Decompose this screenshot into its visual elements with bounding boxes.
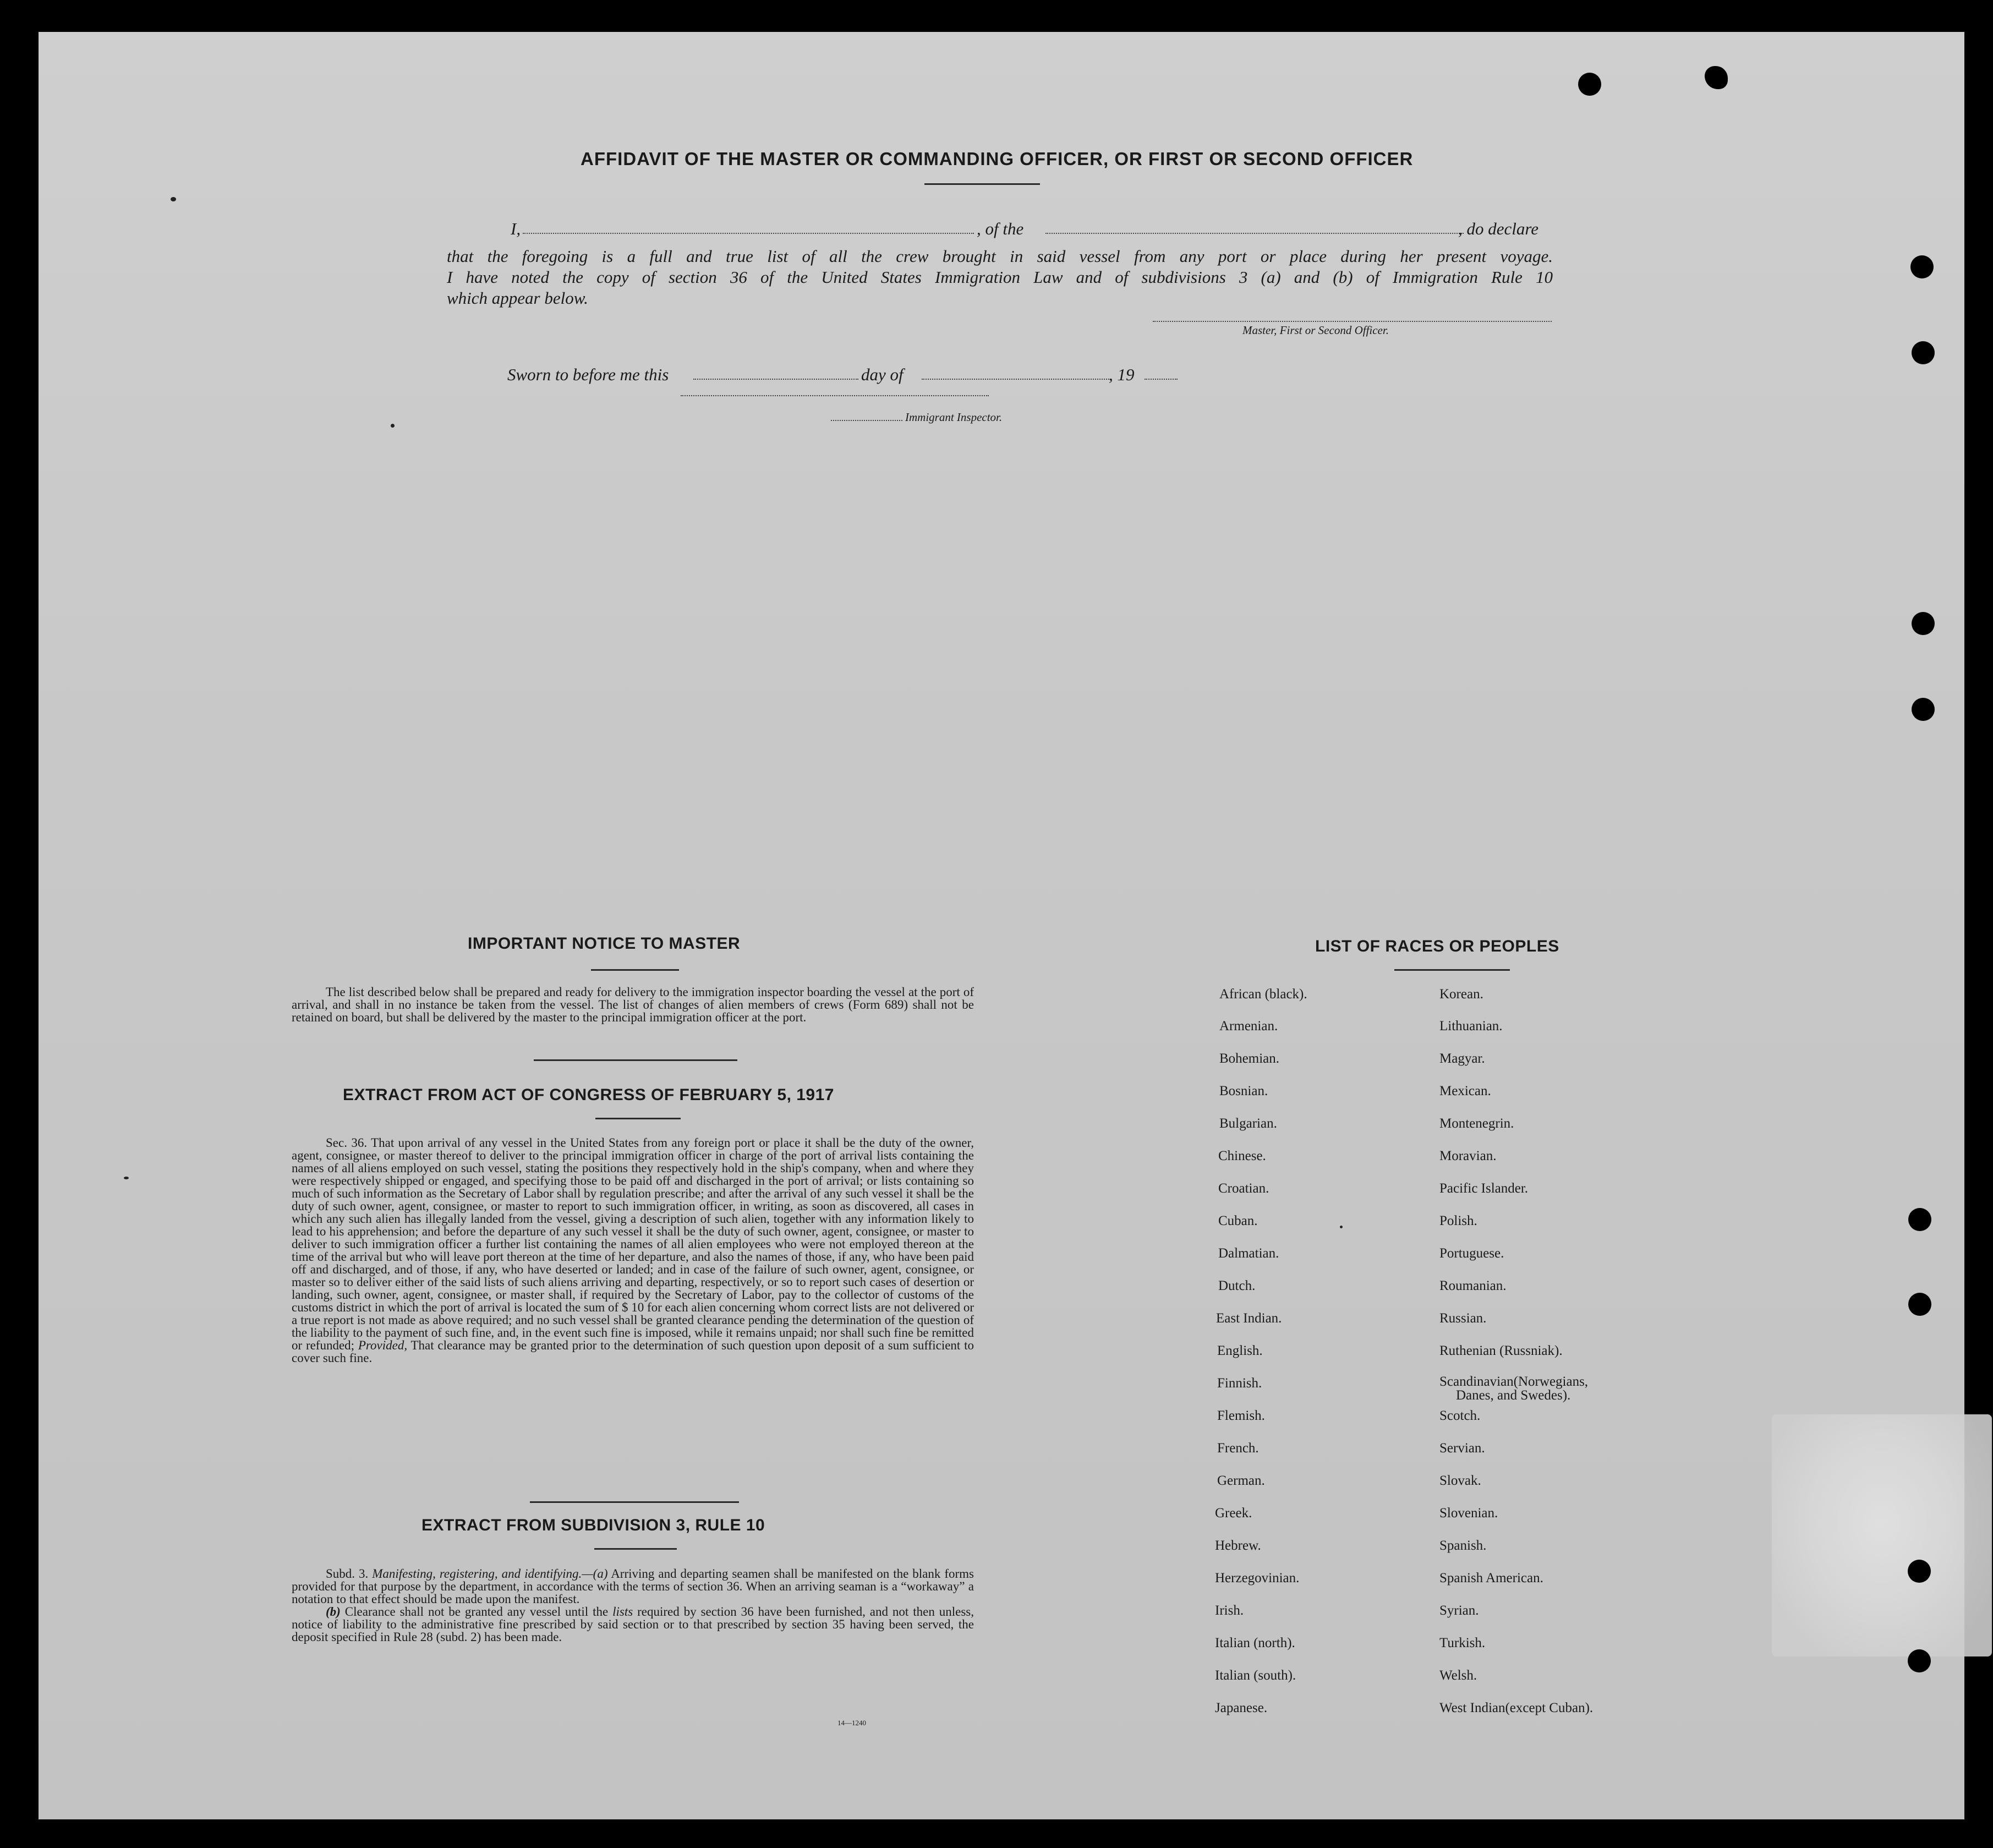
year-prefix: , 19 — [1109, 365, 1135, 384]
day-of-text: day of — [861, 365, 904, 384]
affidavit-line-4: which appear below. — [447, 288, 588, 308]
sworn-text: Sworn to before me this — [507, 365, 669, 384]
notice-rule — [591, 969, 679, 971]
punch-hole — [1910, 255, 1934, 278]
rule-rule — [594, 1548, 677, 1550]
punch-hole — [1912, 698, 1935, 721]
rule-b-text-1: Clearance shall not be granted any vessel until the — [344, 1605, 609, 1619]
race-item: Syrian. — [1439, 1603, 1479, 1618]
race-item: Irish. — [1215, 1603, 1244, 1618]
affidavit-i: I, — [511, 219, 521, 238]
race-item: Welsh. — [1439, 1668, 1477, 1683]
punch-hole — [1908, 1208, 1931, 1231]
race-item: Italian (north). — [1215, 1636, 1295, 1650]
race-item: Bosnian. — [1219, 1084, 1268, 1098]
punch-hole — [1908, 1293, 1931, 1316]
race-item: Croatian. — [1218, 1181, 1269, 1196]
race-item: Armenian. — [1219, 1019, 1278, 1034]
race-item: West Indian(except Cuban). — [1439, 1701, 1594, 1715]
master-signature-line[interactable] — [1153, 321, 1552, 322]
race-item: Mexican. — [1439, 1084, 1491, 1098]
inspector-signature-line[interactable] — [681, 395, 989, 396]
race-item: Ruthenian (Russniak). — [1439, 1343, 1563, 1358]
race-item: Cuban. — [1218, 1213, 1258, 1228]
race-item: Bulgarian. — [1219, 1116, 1277, 1131]
act-section-text: That upon arrival of any vessel in the United States from any foreign port or place it shall be the duty of the owner, agent, consignee, or master thereof to deliver to the principal immigration officer in charge of the port of arrival lists containing the names of all aliens employed on such vessel, stating the positions they respectively hold in the ship's company, when and where they were respectively shipped or engaged, and specifying those to be paid off and discharged in the port of arrival; or lists containing so much of such information as the Secretary of Labor shall by regulation prescribe; and after the arrival of any such vessel it shall be the duty of such owner, agent, consignee, or master to report to such immigration officer, in writing, as soon as discovered, all cases in which any such alien has illegally landed from the vessel, giving a description of such alien, together with any information likely to lead to his apprehension; and before the departure of any such vessel it shall be the duty of such owner, agent, consignee, or master to deliver to such immigration officer a further list containing the names of all alien employees who were not employed thereon at the time of the arrival but who will leave port thereon at the time of her departure, and also the names of those, if any, who have been paid off and discharged, and of those, if any, who have deserted or landed; and in case of the failure of such owner, agent, consignee, or master so to deliver either of the said lists of such aliens arriving and departing, respectively, or so to report such cases of desertion or landing, such owner, agent, consignee, or master shall, if required by the Secretary of Labor, pay to the collector of customs of the customs district in which the port of arrival is located the sum of $ 10 for each alien concerning whom correct lists are not delivered or a true report is not made as above required; and no such vessel shall be granted clearance pending the determination of the question of the liability to the payment of such fine, and, in the event such fine is imposed, while it remains unpaid; nor shall such fine be remitted or refunded; — [292, 1136, 974, 1352]
race-item: Magyar. — [1439, 1051, 1485, 1066]
race-item: Dutch. — [1218, 1278, 1256, 1293]
race-item: French. — [1217, 1441, 1259, 1456]
race-item: German. — [1217, 1473, 1265, 1488]
race-item: Chinese. — [1218, 1149, 1266, 1163]
act-body — [292, 1136, 974, 1364]
race-item: Scandinavian(Norwegians, — [1439, 1374, 1589, 1389]
race-item: Montenegrin. — [1439, 1116, 1514, 1131]
act-rule — [595, 1118, 681, 1119]
act-section-label: Sec. 36. — [326, 1136, 368, 1150]
form-number: 14—1240 — [837, 1719, 866, 1727]
rule-b-label: (b) — [326, 1605, 341, 1619]
affidavit-line-2: that the foregoing is a full and true list of all the crew brought in said vessel from any port or place during her present voyage. — [447, 247, 1553, 266]
vessel-blank[interactable] — [1045, 233, 1464, 234]
notice-body: The list described below shall be prepared and ready for delivery to the immigration inspector boarding the vessel at the port of arrival, and shall in no instance be taken from the vessel. The list of changes of alien members of crews (Form 689) shall not be retained on board, but shall be delivered by the master to the principal immigration officer at the port. — [292, 985, 974, 1024]
speck — [171, 197, 176, 201]
races-rule — [1394, 969, 1510, 971]
rule-subd-label: Subd. 3. — [326, 1567, 369, 1581]
notice-title: IMPORTANT NOTICE TO MASTER — [468, 934, 741, 953]
race-item: Italian (south). — [1215, 1668, 1296, 1683]
rule-b-lists: lists — [612, 1605, 633, 1619]
rule-subd-heading: Manifesting, registering, and identifying.—(a) — [372, 1567, 608, 1581]
notice-divider — [534, 1059, 737, 1061]
race-item: Finnish. — [1217, 1376, 1262, 1391]
rule-body — [292, 1567, 974, 1643]
punch-hole — [1912, 612, 1935, 635]
race-item: Roumanian. — [1439, 1278, 1507, 1293]
punch-hole — [1908, 1649, 1931, 1672]
document-page — [39, 32, 1964, 1819]
race-item: Servian. — [1439, 1441, 1485, 1456]
race-item: Slovak. — [1439, 1473, 1481, 1488]
act-divider — [530, 1501, 739, 1503]
punch-hole — [1912, 341, 1935, 364]
act-title: EXTRACT FROM ACT OF CONGRESS OF FEBRUARY 5, 1917 — [343, 1086, 834, 1104]
race-item: Turkish. — [1439, 1636, 1486, 1650]
race-item: Bohemian. — [1219, 1051, 1280, 1066]
act-provided: Provided, — [358, 1338, 408, 1352]
month-blank[interactable] — [922, 379, 1112, 380]
speck — [124, 1177, 129, 1179]
affidavit-title: AFFIDAVIT OF THE MASTER OR COMMANDING OFFICER, OR FIRST OR SECOND OFFICER — [581, 149, 1414, 169]
race-item: Japanese. — [1215, 1701, 1268, 1715]
master-label: Master, First or Second Officer. — [1242, 324, 1389, 337]
race-item: Moravian. — [1439, 1149, 1497, 1163]
inspector-label: Immigrant Inspector. — [905, 411, 1003, 424]
affidavit-line-3: I have noted the copy of section 36 of the United States Immigration Law and of subdivisions 3 (a) and (b) of Immigration Rule 10 — [447, 267, 1553, 287]
race-item: Lithuanian. — [1439, 1019, 1503, 1034]
race-item: Korean. — [1439, 987, 1483, 1002]
speck — [391, 424, 395, 428]
title-rule — [924, 183, 1040, 185]
punch-hole — [1908, 1560, 1931, 1583]
race-item: Russian. — [1439, 1311, 1487, 1326]
race-item: English. — [1217, 1343, 1263, 1358]
races-title: LIST OF RACES OR PEOPLES — [1315, 937, 1559, 955]
race-item: Polish. — [1439, 1213, 1477, 1228]
day-blank[interactable] — [693, 379, 858, 380]
race-item: Spanish American. — [1439, 1571, 1543, 1585]
inspector-prefix-line — [831, 420, 902, 421]
race-item: Greek. — [1215, 1506, 1252, 1521]
punch-hole — [1705, 66, 1728, 89]
race-item: Spanish. — [1439, 1538, 1487, 1553]
punch-hole — [1578, 73, 1601, 96]
affidavit-of-the: , of the — [977, 219, 1024, 238]
name-blank[interactable] — [523, 233, 974, 234]
rule-b-text-2: required by section 36 have been furnished, and not then unless, notice of liability to the administrative fine prescribed by said section or to that prescribed by section 35 having been served, the deposit specified in Rule 28 (subd. 2) has been made. — [292, 1605, 974, 1644]
race-item: Flemish. — [1217, 1408, 1265, 1423]
act-section-end: That clearance may be granted prior to the determination of such question upon deposit of a sum sufficient to cover such fine. — [292, 1338, 974, 1365]
race-item: Dalmatian. — [1218, 1246, 1279, 1261]
embossed-seal — [1772, 1414, 1992, 1656]
affidavit-do-declare: , do declare — [1458, 219, 1539, 238]
race-item: Herzegovinian. — [1215, 1571, 1300, 1585]
race-item: Slovenian. — [1439, 1506, 1498, 1521]
rule-a-text: Arriving and departing seamen shall be manifested on the blank forms provided for that purpose by the department, in accordance with the terms of section 36. When an arriving seaman is a “workaway” a notation to that effect should be made upon the manifest. — [292, 1567, 974, 1606]
speck — [1340, 1226, 1343, 1228]
race-item: Danes, and Swedes). — [1456, 1388, 1571, 1403]
race-item: Scotch. — [1439, 1408, 1481, 1423]
rule-title: EXTRACT FROM SUBDIVISION 3, RULE 10 — [421, 1516, 765, 1534]
race-item: East Indian. — [1216, 1311, 1282, 1326]
race-item: African (black). — [1219, 987, 1307, 1002]
race-item: Portuguese. — [1439, 1246, 1504, 1261]
race-item: Hebrew. — [1215, 1538, 1261, 1553]
year-blank[interactable] — [1145, 379, 1178, 380]
race-item: Pacific Islander. — [1439, 1181, 1529, 1196]
